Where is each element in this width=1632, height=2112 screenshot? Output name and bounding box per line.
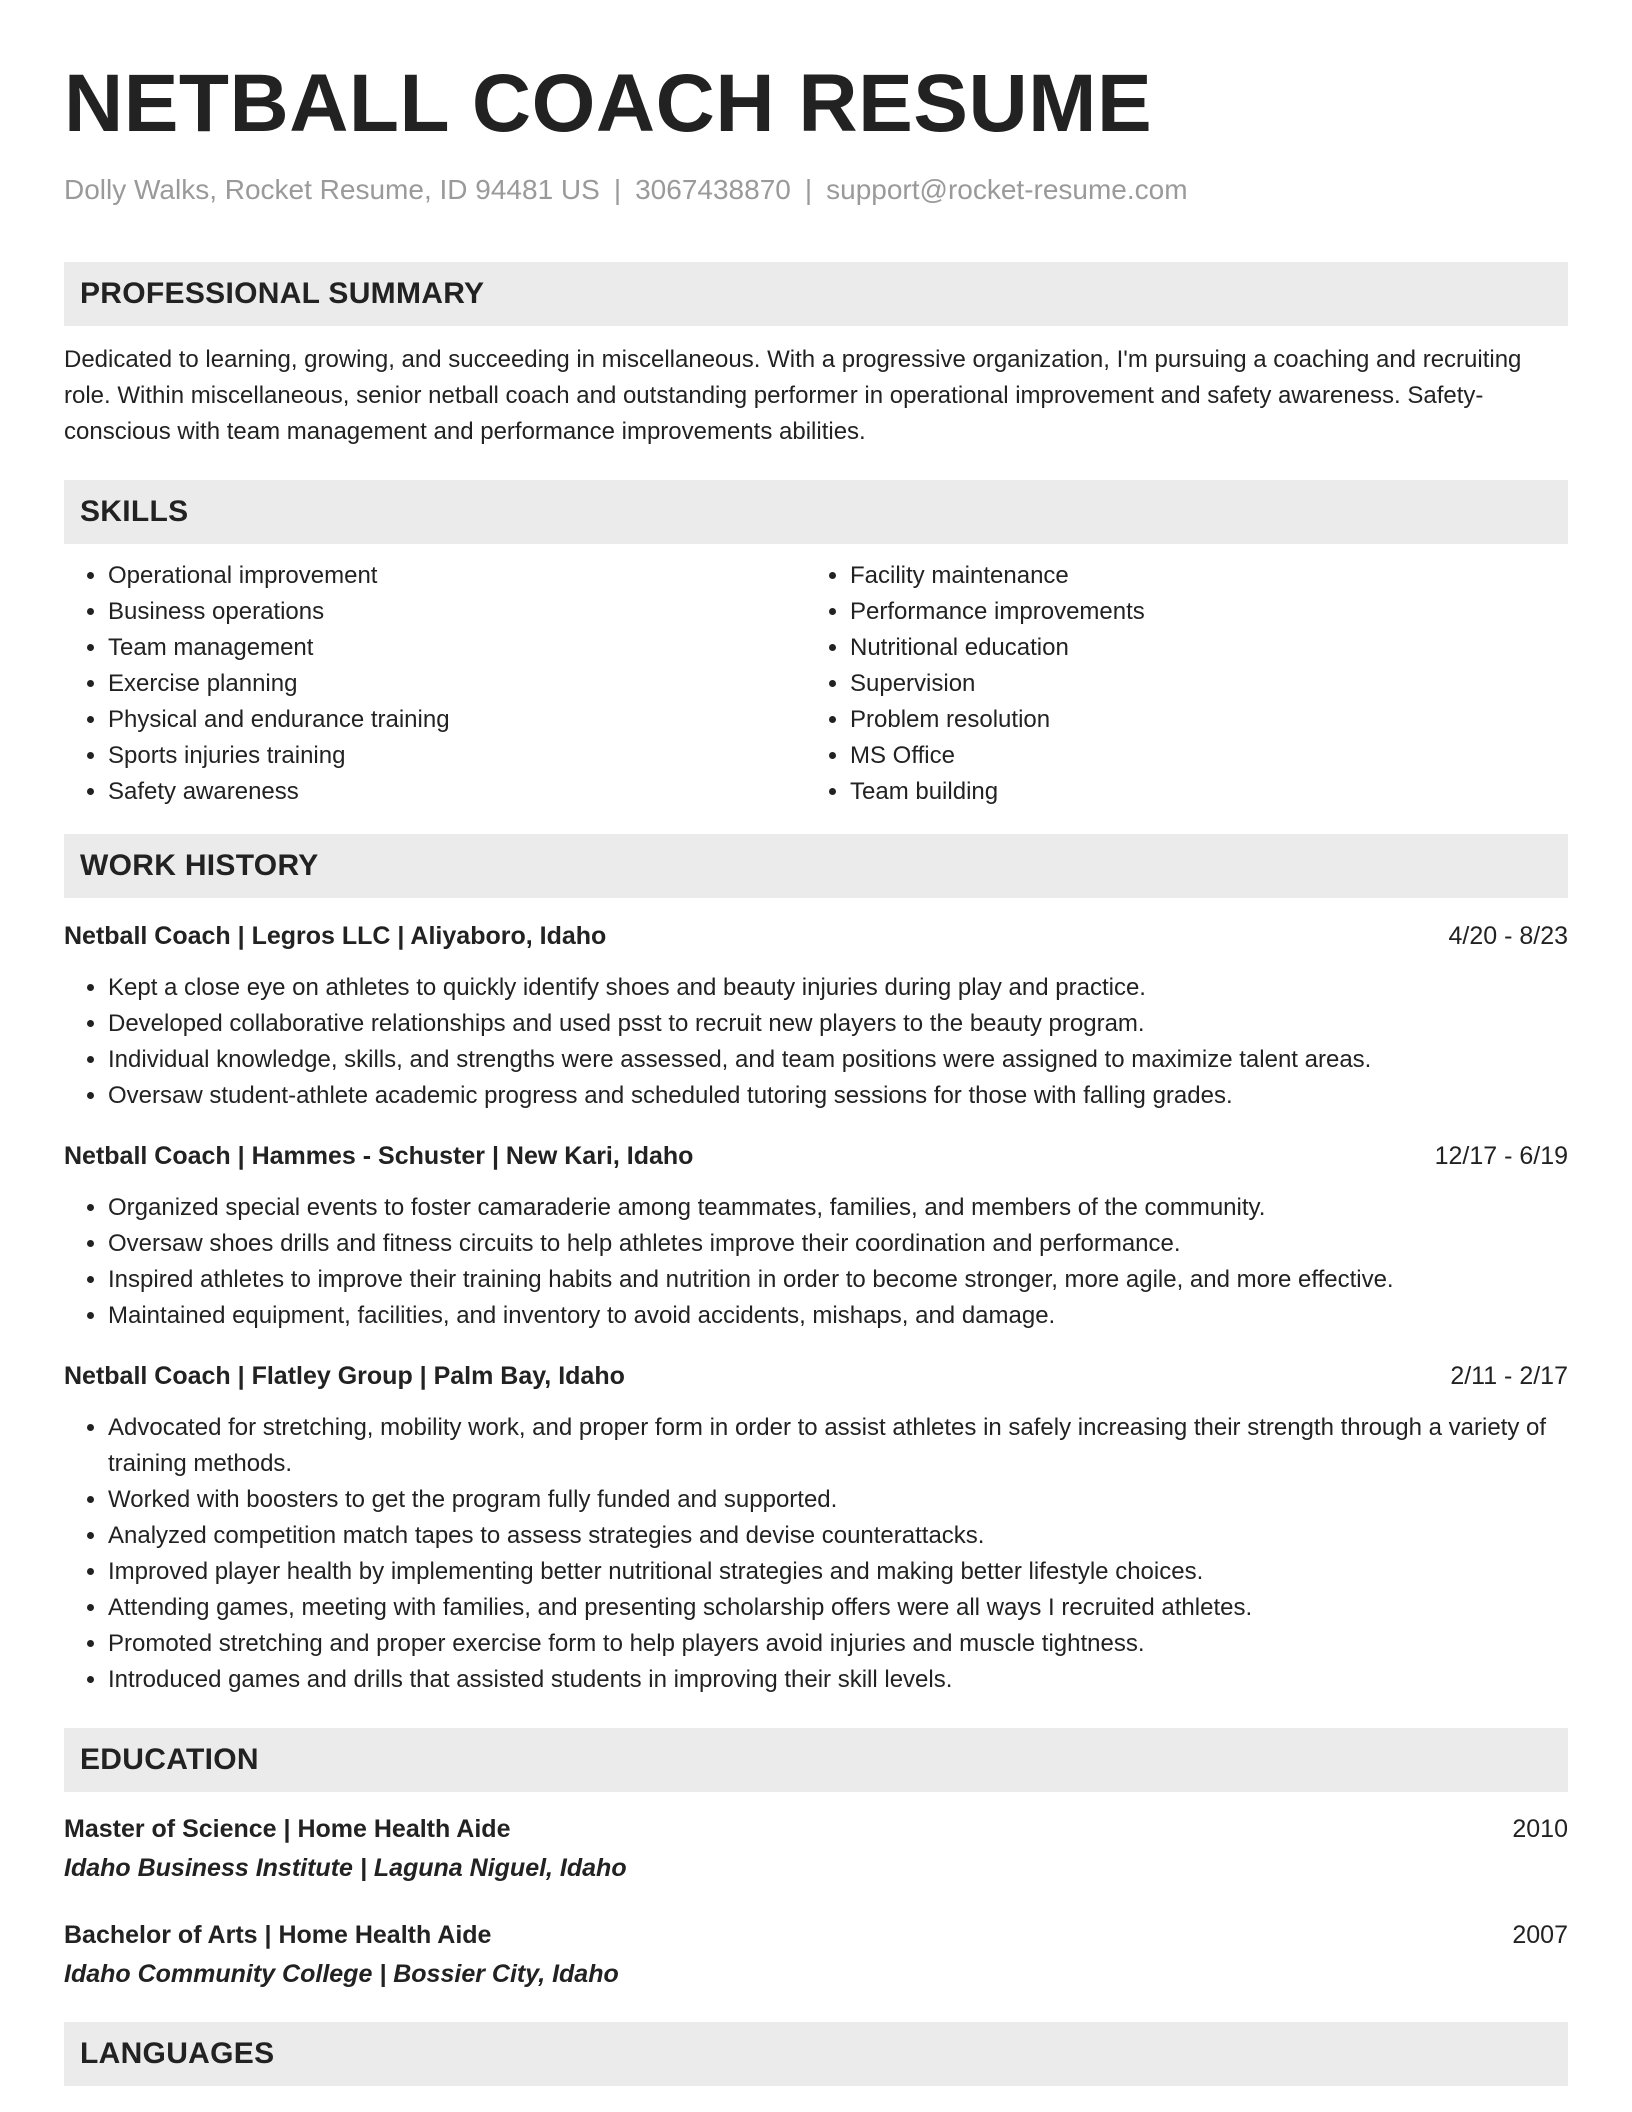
job-dates: 12/17 - 6/19 <box>1434 1142 1568 1170</box>
education-degree: Bachelor of Arts | Home Health Aide <box>64 1921 492 1949</box>
skill-item: • Supervision <box>850 666 1548 702</box>
job-bullet: • Analyzed competition match tapes to assess strategies and devise counterattacks. <box>108 1518 1568 1554</box>
job-bullet: • Developed collaborative relationships and used psst to recruit new players to the beauty program. <box>108 1006 1568 1042</box>
section-header-summary: PROFESSIONAL SUMMARY <box>64 262 1568 326</box>
job-bullet: • Oversaw shoes drills and fitness circuits to help athletes improve their coordination and performance. <box>108 1226 1568 1262</box>
job-entry <box>64 1356 1568 1698</box>
education-year: 2007 <box>1512 1921 1568 1949</box>
skill-item: • Exercise planning <box>108 666 806 702</box>
job-title: Netball Coach | Hammes - Schuster | New Kari, Idaho <box>64 1142 694 1170</box>
skill-item: • Performance improvements <box>850 594 1548 630</box>
education-year: 2010 <box>1512 1815 1568 1843</box>
education-header <box>64 1916 1568 1954</box>
contact-separator: | <box>804 174 813 205</box>
skill-item: • Facility maintenance <box>850 558 1548 594</box>
job-bullet: • Organized special events to foster camaraderie among teammates, families, and members of the community. <box>108 1190 1568 1226</box>
skill-item: • MS Office <box>850 738 1548 774</box>
job-bullet: • Attending games, meeting with families, and presenting scholarship offers were all ways I recruited athletes. <box>108 1590 1568 1626</box>
skill-item: • Business operations <box>108 594 806 630</box>
skills-column-left <box>64 558 806 810</box>
job-bullet: • Advocated for stretching, mobility work, and proper form in order to assist athletes in safely increasing their strength through a variety of training methods. <box>108 1410 1568 1482</box>
job-bullets <box>64 1190 1568 1334</box>
skill-item: • Operational improvement <box>108 558 806 594</box>
job-header <box>64 1356 1568 1396</box>
job-bullet: • Introduced games and drills that assisted students in improving their skill levels. <box>108 1662 1568 1698</box>
education-entry <box>64 1810 1568 1888</box>
job-bullet: • Inspired athletes to improve their training habits and nutrition in order to become stronger, more agile, and more effective. <box>108 1262 1568 1298</box>
contact-phone: 3067438870 <box>635 174 791 205</box>
job-title: Netball Coach | Flatley Group | Palm Bay, Idaho <box>64 1362 625 1390</box>
skills-column-right <box>806 558 1548 810</box>
job-bullet: • Promoted stretching and proper exercise form to help players avoid injuries and muscle tightness. <box>108 1626 1568 1662</box>
skill-item: • Physical and endurance training <box>108 702 806 738</box>
summary-text: Dedicated to learning, growing, and succeeding in miscellaneous. With a progressive organization, I'm pursuing a coaching and recruiting role. Within miscellaneous, senior netball coach and outstanding performer in operational improvement and safety awareness. Safety-conscious with team management and performance improvements abilities. <box>64 346 1522 445</box>
education-degree: Master of Science | Home Health Aide <box>64 1815 511 1843</box>
job-dates: 2/11 - 2/17 <box>1450 1362 1568 1390</box>
skill-item: • Team building <box>850 774 1548 810</box>
skill-item: • Nutritional education <box>850 630 1548 666</box>
skill-item: • Sports injuries training <box>108 738 806 774</box>
job-dates: 4/20 - 8/23 <box>1448 922 1568 950</box>
education-school: Idaho Community College | Bossier City, Idaho <box>64 1960 619 1988</box>
contact-separator: | <box>613 174 622 205</box>
job-bullet: • Kept a close eye on athletes to quickly identify shoes and beauty injuries during play and practice. <box>108 970 1568 1006</box>
job-bullet: • Improved player health by implementing better nutritional strategies and making better lifestyle choices. <box>108 1554 1568 1590</box>
contact-address: Dolly Walks, Rocket Resume, ID 94481 US <box>64 174 600 205</box>
skill-item: • Problem resolution <box>850 702 1548 738</box>
skills-grid <box>64 558 1568 810</box>
skill-item: • Team management <box>108 630 806 666</box>
job-header <box>64 1136 1568 1176</box>
education-header <box>64 1810 1568 1848</box>
job-entry <box>64 1136 1568 1334</box>
contact-email: support@rocket-resume.com <box>826 174 1188 205</box>
section-header-skills: SKILLS <box>64 480 1568 544</box>
job-bullet: • Worked with boosters to get the program fully funded and supported. <box>108 1482 1568 1518</box>
job-bullet: • Maintained equipment, facilities, and inventory to avoid accidents, mishaps, and damage. <box>108 1298 1568 1334</box>
resume-title: NETBALL COACH RESUME <box>64 58 1153 149</box>
job-bullet: • Oversaw student-athlete academic progress and scheduled tutoring sessions for those with falling grades. <box>108 1078 1568 1114</box>
skill-item: • Safety awareness <box>108 774 806 810</box>
job-bullet: • Individual knowledge, skills, and strengths were assessed, and team positions were assigned to maximize talent areas. <box>108 1042 1568 1078</box>
job-bullets <box>64 970 1568 1114</box>
contact-line <box>64 170 1568 210</box>
job-title: Netball Coach | Legros LLC | Aliyaboro, Idaho <box>64 922 607 950</box>
section-header-education: EDUCATION <box>64 1728 1568 1792</box>
job-header <box>64 916 1568 956</box>
section-header-work-history: WORK HISTORY <box>64 834 1568 898</box>
education-entry <box>64 1916 1568 1994</box>
job-bullets <box>64 1410 1568 1698</box>
job-entry <box>64 916 1568 1114</box>
education-school: Idaho Business Institute | Laguna Niguel, Idaho <box>64 1854 627 1882</box>
section-header-languages: LANGUAGES <box>64 2022 1568 2086</box>
